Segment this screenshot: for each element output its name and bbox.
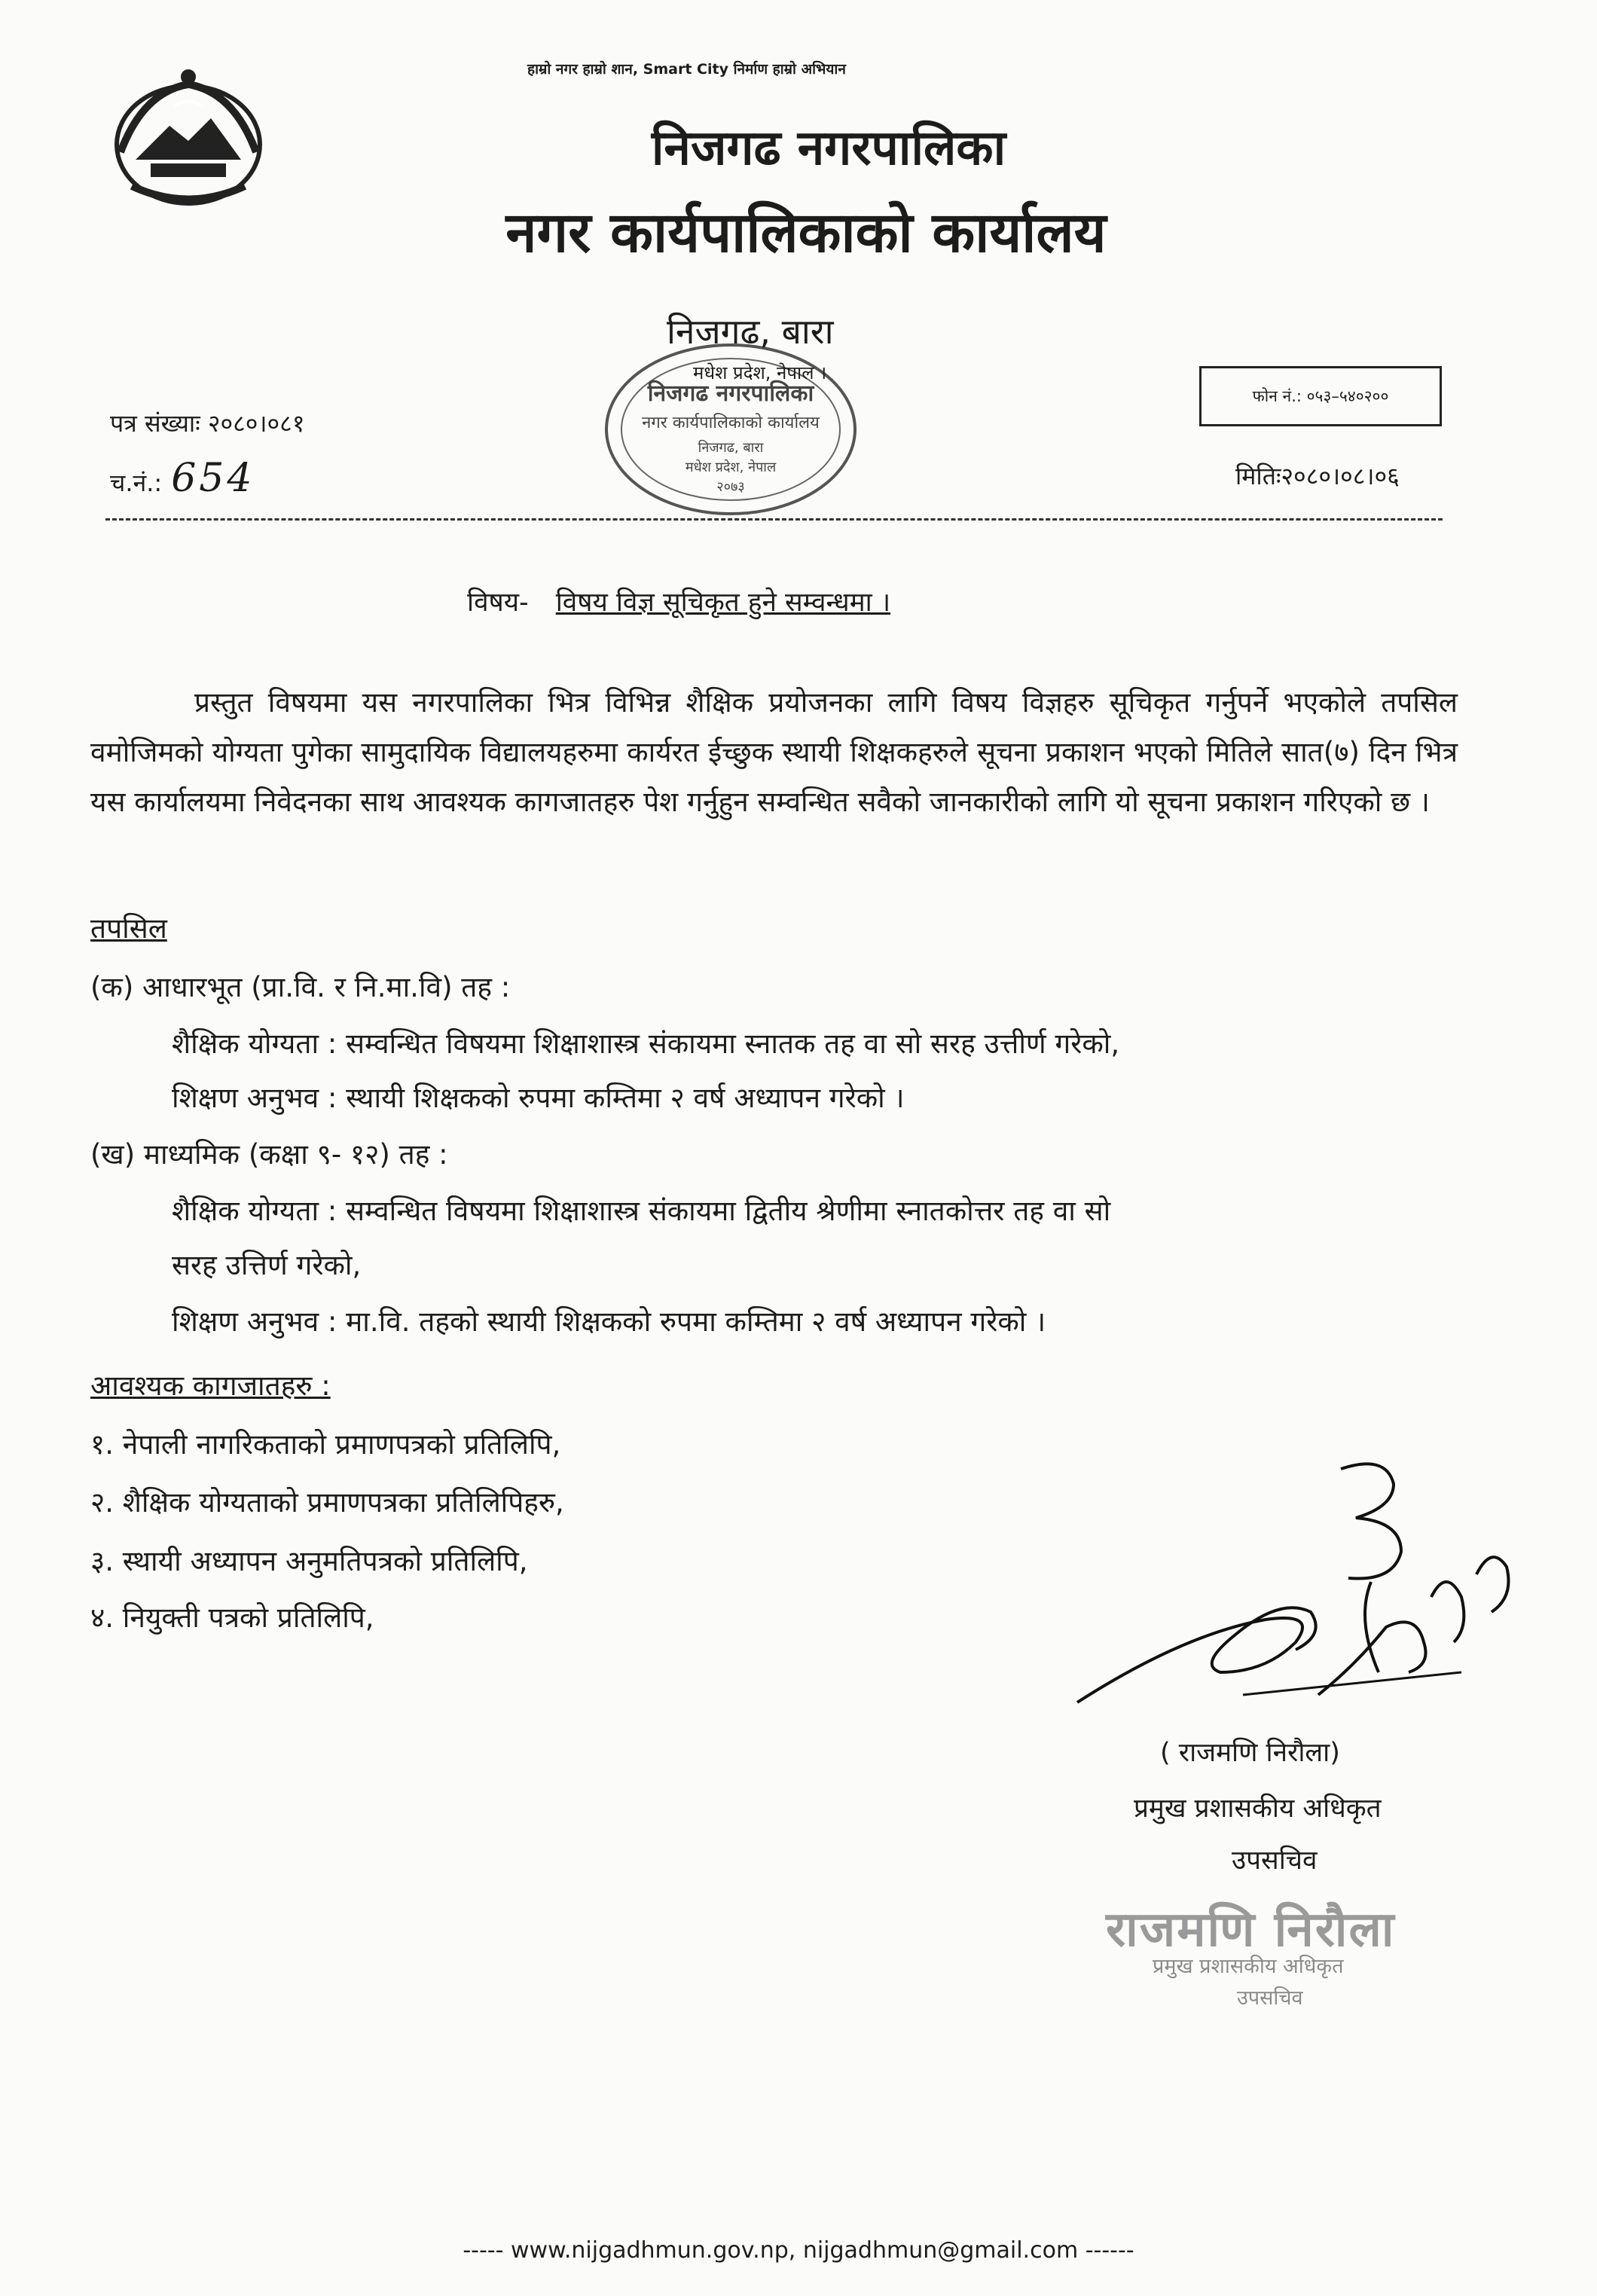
subject-line <box>467 584 890 619</box>
name-stamp-title: प्रमुख प्रशासकीय अधिकृत <box>1153 1955 1344 1978</box>
document-item: १. नेपाली नागरिकताको प्रमाणपत्रको प्रतिलिपि, <box>90 1428 561 1461</box>
signatory-name: ( राजमणि निरौला) <box>1160 1738 1340 1768</box>
section-kha-experience: शिक्षण अनुभव : मा.वि. तहको स्थायी शिक्षकको रुपमा कम्तिमा २ वर्ष अध्यापन गरेको । <box>172 1305 1046 1338</box>
address: निजगढ, बारा <box>667 311 834 352</box>
body-paragraph: प्रस्तुत विषयमा यस नगरपालिका भित्र विभिन्न शैक्षिक प्रयोजनका लागि विषय विज्ञहरु सूचिकृत गर्नुपर्ने भएकोले तपसिल वमोजिमको योग्यता पुगेका सामुदायिक विद्यालयहरुमा कार्यरत ईच्छुक स्थायी शिक्षकहरुले सूचना प्रकाशन भएको मितिले सात(७) दिन भित्र यस कार्यालयमा निवेदनका साथ आवश्यक कागजातहरु पेश गर्नुहुन सम्वन्धित सवैको जानकारीको लागि यो सूचना प्रकाशन गरिएको छ । <box>90 686 1458 818</box>
document-item: ३. स्थायी अध्यापन अनुमतिपत्रको प्रतिलिपि, <box>90 1545 528 1577</box>
stamp-line-2: नगर कार्यपालिकाको कार्यालय <box>642 414 820 432</box>
phone-box <box>1199 366 1442 426</box>
dispatch-row <box>110 456 255 501</box>
subject-text: विषय विज्ञ सूचिकृत हुने सम्वन्धमा । <box>555 588 891 618</box>
dispatch-number: 654 <box>171 456 255 501</box>
document-item: ४. नियुक्ती पत्रको प्रतिलिपि, <box>90 1601 374 1634</box>
address-line-2: मधेश प्रदेश, नेपाल । <box>693 362 827 383</box>
documents-heading: आवश्यक कागजातहरु : <box>90 1369 331 1402</box>
tapasil-heading: तपसिल <box>90 912 167 945</box>
signatory-rank: उपसचिव <box>1232 1846 1318 1876</box>
section-ka-heading: (क) आधारभूत (प्रा.वि. र नि.मा.वि) तह : <box>90 971 511 1003</box>
section-ka-qualification: शैक्षिक योग्यता : सम्वन्धित विषयमा शिक्षाशास्त्र संकायमा स्नातक तह वा सो सरह उत्तीर्ण गरेको, <box>172 1027 1120 1060</box>
section-kha-qualification-2: सरह उत्तिर्ण गरेको, <box>172 1249 362 1281</box>
name-stamp: राजमणि निरौला <box>1106 1902 1396 1958</box>
signatory-title: प्रमुख प्रशासकीय अधिकृत <box>1134 1794 1382 1824</box>
slogan: हाम्रो नगर हाम्रो शान, Smart City निर्माण हाम्रो अभियान <box>527 61 846 78</box>
office-name: नगर कार्यपालिकाको कार्यालय <box>505 200 1107 265</box>
org-name: निजगढ नगरपालिका <box>651 121 1006 176</box>
phone-number: फोन नं.: ०५३–५४०२०० <box>1252 387 1389 405</box>
letter-number: पत्र संख्याः २०८०।०८१ <box>110 409 305 438</box>
document-item: २. शैक्षिक योग्यताको प्रमाणपत्रका प्रतिलिपिहरु, <box>90 1486 564 1519</box>
subject-label: विषय- <box>467 588 529 618</box>
dispatch-label: च.नं.: <box>110 469 163 497</box>
stamp-line-4: मधेश प्रदेश, नेपाल <box>685 460 777 475</box>
section-kha-heading: (ख) माध्यमिक (कक्षा ९- १२) तह : <box>90 1138 448 1171</box>
handwritten-signature <box>1070 1446 1522 1733</box>
stamp-line-1: निजगढ नगरपालिका <box>647 380 814 407</box>
name-stamp-rank: उपसचिव <box>1237 1986 1303 2010</box>
section-ka-experience: शिक्षण अनुभव : स्थायी शिक्षकको रुपमा कम्तिमा २ वर्ष अध्यापन गरेको । <box>172 1082 905 1114</box>
footer-contact: ----- www.nijgadhmun.gov.np, nijgadhmun@gmail.com ------ <box>463 2237 1134 2264</box>
letter-date: मितिः२०८०।०८।०६ <box>1235 462 1400 490</box>
stamp-line-5: २०७३ <box>716 479 745 495</box>
stamp-line-3: निजगढ, बारा <box>698 440 764 456</box>
section-kha-qualification-1: शैक्षिक योग्यता : सम्वन्धित विषयमा शिक्षाशास्त्र संकायमा द्वितीय श्रेणीमा स्नातकोत्तर तह वा सो <box>172 1195 1111 1227</box>
header-divider <box>105 518 1443 521</box>
